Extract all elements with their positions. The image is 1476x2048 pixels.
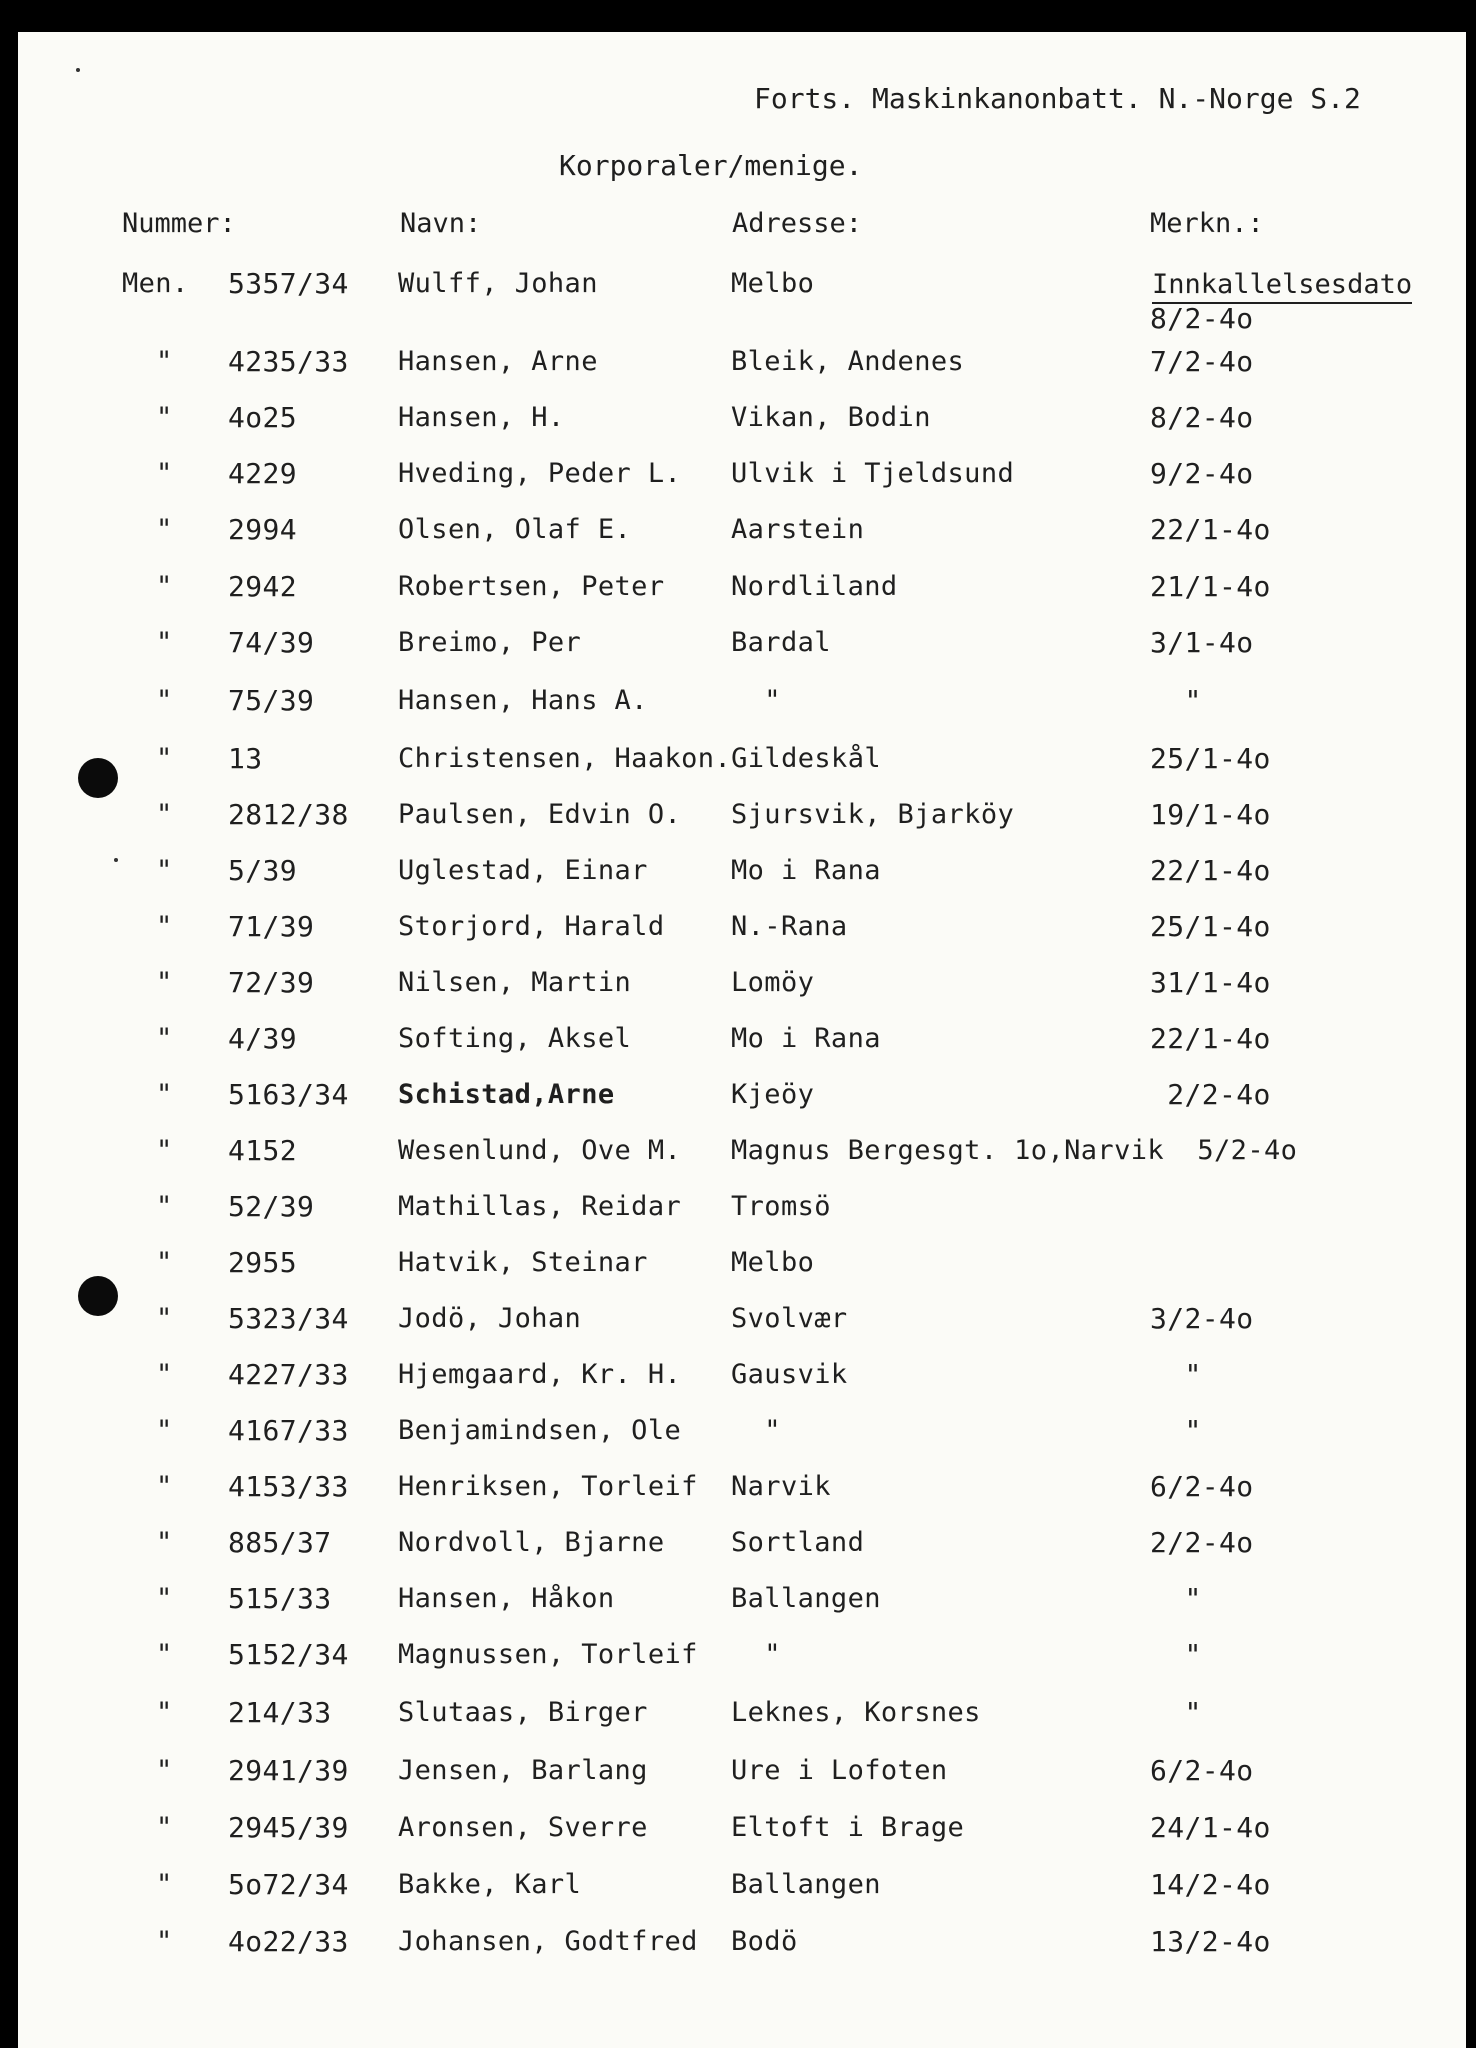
row-number: 4229 (228, 457, 298, 490)
row-address: Eltoft i Brage (731, 1812, 965, 1843)
row-date: " (1150, 1358, 1202, 1391)
row-number: 2812/38 (228, 798, 349, 831)
table-row (18, 1302, 1466, 1346)
row-prefix: " (156, 1023, 173, 1054)
row-address: Vikan, Bodin (731, 402, 931, 433)
row-address: Bardal (731, 627, 831, 658)
row-name: Hansen, Hans A. (398, 685, 648, 716)
row-date: 2/2-4o (1150, 1078, 1271, 1111)
row-prefix: Men. (122, 268, 189, 299)
row-number: 4235/33 (228, 345, 349, 378)
row-date: 2/2-4o (1150, 1526, 1254, 1559)
table-row (18, 1868, 1466, 1912)
row-number: 5357/34 (228, 267, 349, 300)
row-name: Paulsen, Edvin O. (398, 799, 682, 830)
table-row (18, 401, 1466, 445)
row-name: Hatvik, Steinar (398, 1247, 648, 1278)
column-header-name: Navn: (400, 208, 482, 239)
row-date: 9/2-4o (1150, 457, 1254, 490)
row-number: 4o22/33 (228, 1925, 349, 1958)
row-prefix: " (156, 1639, 173, 1670)
page-header: Forts. Maskinkanonbatt. N.-Norge S.2 (754, 82, 1361, 115)
row-name: Aronsen, Sverre (398, 1812, 648, 1843)
row-prefix: " (156, 1135, 173, 1166)
row-prefix: " (156, 685, 173, 716)
table-row (18, 267, 1466, 335)
row-date: 22/1-4o (1150, 513, 1271, 546)
row-date: 3/1-4o (1150, 626, 1254, 659)
table-row (18, 626, 1466, 670)
row-number: 74/39 (228, 626, 315, 659)
row-number: 71/39 (228, 910, 315, 943)
row-number: 515/33 (228, 1582, 332, 1615)
row-address: Bodö (731, 1926, 798, 1957)
row-name: Mathillas, Reidar (398, 1191, 682, 1222)
row-name: Wulff, Johan (398, 268, 598, 299)
row-address: Gausvik (731, 1359, 848, 1390)
table-row (18, 345, 1466, 389)
row-prefix: " (156, 1303, 173, 1334)
row-address: Ballangen (731, 1869, 881, 1900)
table-row (18, 684, 1466, 728)
row-name: Softing, Aksel (398, 1023, 632, 1054)
table-row (18, 1190, 1466, 1234)
row-name: Wesenlund, Ove M. (398, 1135, 682, 1166)
row-name: Benjamindsen, Ole (398, 1415, 682, 1446)
row-prefix: " (156, 1869, 173, 1900)
row-date: 7/2-4o (1150, 345, 1254, 378)
table-row (18, 966, 1466, 1010)
table-row (18, 1358, 1466, 1402)
column-header-number: Nummer: (122, 208, 236, 239)
table-row (18, 1638, 1466, 1682)
row-number: 214/33 (228, 1696, 332, 1729)
row-name: Hjemgaard, Kr. H. (398, 1359, 682, 1390)
table-row (18, 1754, 1466, 1798)
row-prefix: " (156, 1471, 173, 1502)
row-name: Breimo, Per (398, 627, 582, 658)
row-address: Aarstein (731, 514, 865, 545)
row-address: Melbo (731, 1247, 815, 1278)
row-address: Sortland (731, 1527, 865, 1558)
row-number: 2945/39 (228, 1811, 349, 1844)
row-name: Bakke, Karl (398, 1869, 582, 1900)
document-page (18, 32, 1466, 2048)
row-date: 6/2-4o (1150, 1470, 1254, 1503)
row-date: 22/1-4o (1150, 1022, 1271, 1055)
table-row (18, 1246, 1466, 1290)
row-number: 4152 (228, 1134, 298, 1167)
row-prefix: " (156, 458, 173, 489)
row-date: 3/2-4o (1150, 1302, 1254, 1335)
table-row (18, 1925, 1466, 1969)
row-prefix: " (156, 1755, 173, 1786)
row-date: " (1150, 1638, 1202, 1671)
row-name: Hansen, H. (398, 402, 565, 433)
row-name: Hansen, Arne (398, 346, 598, 377)
row-address: Ballangen (731, 1583, 881, 1614)
table-row (18, 910, 1466, 954)
row-prefix: " (156, 1583, 173, 1614)
column-header-remark: Merkn.: (1150, 208, 1264, 239)
row-prefix: " (156, 514, 173, 545)
row-date: 8/2-4o (1150, 401, 1254, 434)
row-number: 4227/33 (228, 1358, 349, 1391)
page-title: Korporaler/menige. (559, 149, 863, 182)
row-number: 5o72/34 (228, 1868, 349, 1901)
row-address: Kjeöy (731, 1079, 815, 1110)
row-prefix: " (156, 346, 173, 377)
row-prefix: " (156, 402, 173, 433)
table-row (18, 854, 1466, 898)
row-prefix: " (156, 1697, 173, 1728)
table-row (18, 1470, 1466, 1514)
row-name: Jensen, Barlang (398, 1755, 648, 1786)
row-prefix: " (156, 743, 173, 774)
row-number: 5163/34 (228, 1078, 349, 1111)
row-name: Christensen, Haakon.Gildeskål (398, 743, 882, 774)
row-name: Hansen, Håkon (398, 1583, 615, 1614)
row-address: Sjursvik, Bjarköy (731, 799, 1015, 830)
row-address: Mo i Rana (731, 855, 881, 886)
row-prefix: " (156, 1079, 173, 1110)
row-date: 13/2-4o (1150, 1925, 1271, 1958)
row-prefix: " (156, 855, 173, 886)
row-date: 25/1-4o (1150, 910, 1271, 943)
row-date: 31/1-4o (1150, 966, 1271, 999)
row-date: 22/1-4o (1150, 854, 1271, 887)
table-row (18, 1696, 1466, 1740)
row-address: N.-Rana (731, 911, 848, 942)
row-number: 2942 (228, 570, 298, 603)
row-prefix: " (156, 1359, 173, 1390)
row-number: 2941/39 (228, 1754, 349, 1787)
row-prefix: " (156, 911, 173, 942)
row-date: 25/1-4o (1150, 742, 1271, 775)
row-number: 2955 (228, 1246, 298, 1279)
table-row (18, 1134, 1466, 1178)
row-date: " (1150, 1414, 1202, 1447)
row-number: 4/39 (228, 1022, 298, 1055)
row-date: 14/2-4o (1150, 1868, 1271, 1901)
row-number: 72/39 (228, 966, 315, 999)
row-name: Magnussen, Torleif (398, 1639, 698, 1670)
row-prefix: " (156, 967, 173, 998)
table-row (18, 798, 1466, 842)
row-address: Magnus Bergesgt. 1o,Narvik 5/2-4o (731, 1135, 1298, 1166)
row-date: " (1150, 684, 1202, 717)
table-row (18, 1811, 1466, 1855)
row-number: 13 (228, 742, 263, 775)
row-number: 4o25 (228, 401, 298, 434)
row-prefix: " (156, 1812, 173, 1843)
row-prefix: " (156, 1415, 173, 1446)
row-address: Bleik, Andenes (731, 346, 965, 377)
row-date: " (1150, 1696, 1202, 1729)
row-address: Ulvik i Tjeldsund (731, 458, 1015, 489)
row-number: 4167/33 (228, 1414, 349, 1447)
row-number: 75/39 (228, 684, 315, 717)
row-date: 8/2-4o (1150, 302, 1254, 335)
row-name: Storjord, Harald (398, 911, 665, 942)
remark-label: Innkallelsesdato (1152, 268, 1412, 304)
row-prefix: " (156, 1926, 173, 1957)
table-row (18, 457, 1466, 501)
row-address: Lomöy (731, 967, 815, 998)
table-row (18, 1582, 1466, 1626)
row-date: 21/1-4o (1150, 570, 1271, 603)
row-prefix: " (156, 1191, 173, 1222)
ink-speck (76, 68, 80, 72)
row-address: Svolvær (731, 1303, 848, 1334)
row-prefix: " (156, 799, 173, 830)
row-address: Narvik (731, 1471, 831, 1502)
row-date: 6/2-4o (1150, 1754, 1254, 1787)
row-number: 885/37 (228, 1526, 332, 1559)
row-number: 4153/33 (228, 1470, 349, 1503)
row-address: Melbo (731, 268, 815, 299)
row-prefix: " (156, 627, 173, 658)
row-address: Leknes, Korsnes (731, 1697, 981, 1728)
row-number: 52/39 (228, 1190, 315, 1223)
table-row (18, 513, 1466, 557)
row-address: Tromsö (731, 1191, 831, 1222)
row-prefix: " (156, 1247, 173, 1278)
table-row (18, 1022, 1466, 1066)
row-date: 19/1-4o (1150, 798, 1271, 831)
row-name: Schistad,Arne (398, 1079, 615, 1110)
row-prefix: " (156, 571, 173, 602)
table-row (18, 1414, 1466, 1458)
row-name: Johansen, Godtfred (398, 1926, 698, 1957)
row-name: Uglestad, Einar (398, 855, 648, 886)
row-name: Hveding, Peder L. (398, 458, 682, 489)
row-date: " (1150, 1582, 1202, 1615)
row-name: Robertsen, Peter (398, 571, 665, 602)
row-name: Nilsen, Martin (398, 967, 632, 998)
column-header-address: Adresse: (732, 208, 863, 239)
row-date: 24/1-4o (1150, 1811, 1271, 1844)
row-address: " (731, 685, 781, 716)
row-number: 5152/34 (228, 1638, 349, 1671)
row-prefix: " (156, 1527, 173, 1558)
table-row (18, 570, 1466, 614)
table-row (18, 1526, 1466, 1570)
row-address: Mo i Rana (731, 1023, 881, 1054)
table-row (18, 742, 1466, 786)
row-number: 5323/34 (228, 1302, 349, 1335)
row-address: Nordliland (731, 571, 898, 602)
row-name: Olsen, Olaf E. (398, 514, 632, 545)
row-number: 5/39 (228, 854, 298, 887)
row-name: Henriksen, Torleif (398, 1471, 698, 1502)
row-name: Nordvoll, Bjarne (398, 1527, 665, 1558)
row-address: Ure i Lofoten (731, 1755, 948, 1786)
row-name: Jodö, Johan (398, 1303, 582, 1334)
row-name: Slutaas, Birger (398, 1697, 648, 1728)
row-address: " (731, 1415, 781, 1446)
row-address: " (731, 1639, 781, 1670)
table-row (18, 1078, 1466, 1122)
row-number: 2994 (228, 513, 298, 546)
